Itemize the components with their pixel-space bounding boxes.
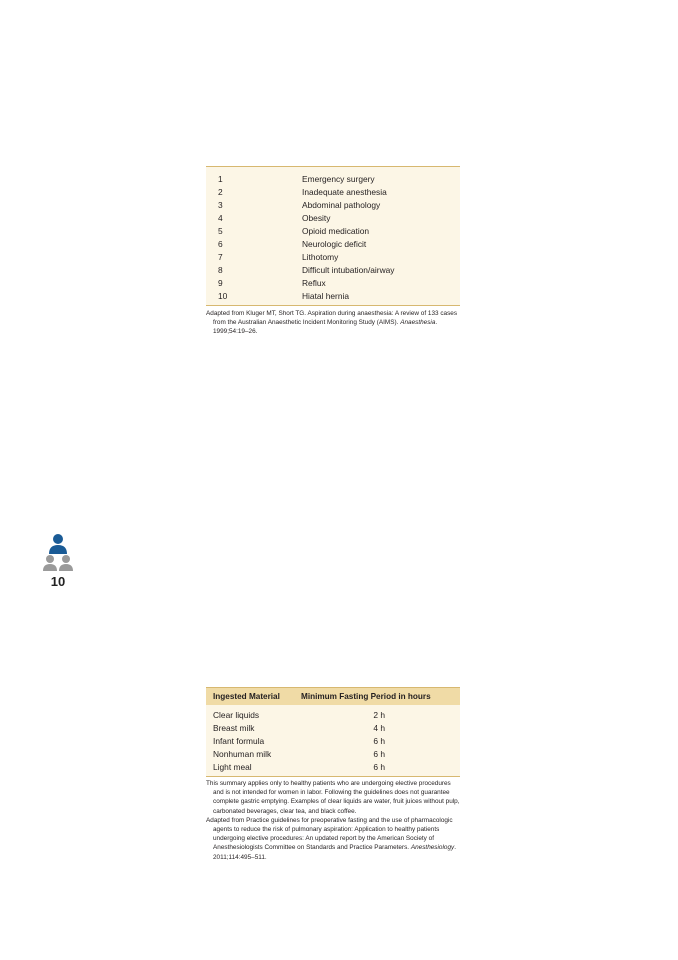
table-row — [206, 238, 394, 251]
left-person-head — [46, 555, 54, 563]
right-person-head — [62, 555, 70, 563]
table-row — [206, 186, 394, 199]
factor-cell: Hiatal hernia — [302, 291, 350, 301]
material-cell: Light meal — [213, 762, 252, 772]
rank-cell: 10 — [218, 291, 228, 301]
factor-cell: Emergency surgery — [302, 174, 375, 184]
table-row — [206, 225, 394, 238]
factor-cell: Lithotomy — [302, 252, 339, 262]
rank-cell: 5 — [218, 226, 223, 236]
rank-cell: 4 — [218, 213, 223, 223]
rank-cell: 3 — [218, 200, 223, 210]
factor-cell: Difficult intubation/airway — [302, 265, 395, 275]
rank-cell: 2 — [218, 187, 223, 197]
material-cell: Breast milk — [213, 723, 255, 733]
table-row — [206, 722, 460, 735]
factor-cell: Reflux — [302, 278, 326, 288]
period-cell: 6 h — [373, 762, 385, 772]
table-row — [206, 705, 460, 722]
table-row — [206, 277, 394, 290]
period-cell: 6 h — [373, 736, 385, 746]
icon-number: 10 — [50, 574, 66, 589]
fasting-grid — [206, 688, 460, 774]
table-row — [206, 173, 394, 186]
source-citation — [206, 309, 462, 337]
period-cell: 6 h — [373, 749, 385, 759]
journal-name: Anesthesiology — [410, 844, 455, 852]
header-fasting-period: Minimum Fasting Period in hours — [301, 692, 431, 701]
source-text: Adapted from Practice guidelines for preoperative fasting and the use of pharmacologic agents to reduce the risk of pulmonary aspiration: Application to healthy patients undergoing elective procedures: An updated report by the American Society of Anesthesiologists Committee on Standards and Practice Parameters. — [206, 816, 453, 852]
citation-details: . 1999;54:19–26. — [213, 319, 438, 336]
left-person-body — [43, 564, 57, 571]
rank-cell: 1 — [218, 174, 223, 184]
factor-cell: Obesity — [302, 213, 331, 223]
risk-factors-source-note — [206, 309, 462, 337]
rank-cell: 7 — [218, 252, 223, 262]
table-row — [206, 264, 394, 277]
source-text: Adapted from Kluger MT, Short TG. Aspiration during anaesthesia: A review of 133 cases from the Australian Anaesthetic Incident Monitoring Study (AIMS). — [206, 310, 458, 327]
table-header-row — [206, 688, 460, 705]
header-ingested-material: Ingested Material — [213, 692, 280, 701]
summary-note: This summary applies only to healthy patients who are undergoing elective procedures and is not intended for women in labor. Following the guidelines does not guarantee complete gastric emptying. Examples of clear liquids are water, fruit juices without pulp, carbonated beverages, clear tea, and black coffee. — [206, 780, 460, 815]
rank-cell: 9 — [218, 278, 223, 288]
material-cell: Infant formula — [213, 736, 265, 746]
fasting-guidelines-table — [206, 687, 460, 777]
risk-factors-grid — [206, 173, 394, 303]
material-cell: Nonhuman milk — [213, 749, 272, 759]
top-person-head — [53, 534, 63, 544]
fasting-table-notes — [206, 779, 462, 862]
rank-cell: 6 — [218, 239, 223, 249]
table-row — [206, 290, 394, 303]
period-cell: 4 h — [373, 723, 385, 733]
right-person-body — [59, 564, 73, 571]
citation-details: . 2011;114:495–511. — [213, 844, 456, 861]
risk-factors-table — [206, 166, 460, 306]
factor-cell: Opioid medication — [302, 226, 370, 236]
table-row — [206, 212, 394, 225]
table-row — [206, 748, 460, 761]
factor-cell: Inadequate anesthesia — [302, 187, 387, 197]
material-cell: Clear liquids — [213, 710, 260, 720]
table-row — [206, 199, 394, 212]
top-person-body — [49, 545, 67, 554]
table-row — [206, 761, 460, 774]
rank-cell: 8 — [218, 265, 223, 275]
table-row — [206, 251, 394, 264]
people-hierarchy-icon-graphic — [42, 532, 74, 576]
source-citation — [206, 816, 462, 862]
period-cell: 2 h — [373, 710, 385, 720]
people-hierarchy-icon — [42, 532, 74, 590]
journal-name: Anaesthesia — [400, 319, 436, 327]
table-row — [206, 735, 460, 748]
factor-cell: Abdominal pathology — [302, 200, 381, 210]
factor-cell: Neurologic deficit — [302, 239, 367, 249]
